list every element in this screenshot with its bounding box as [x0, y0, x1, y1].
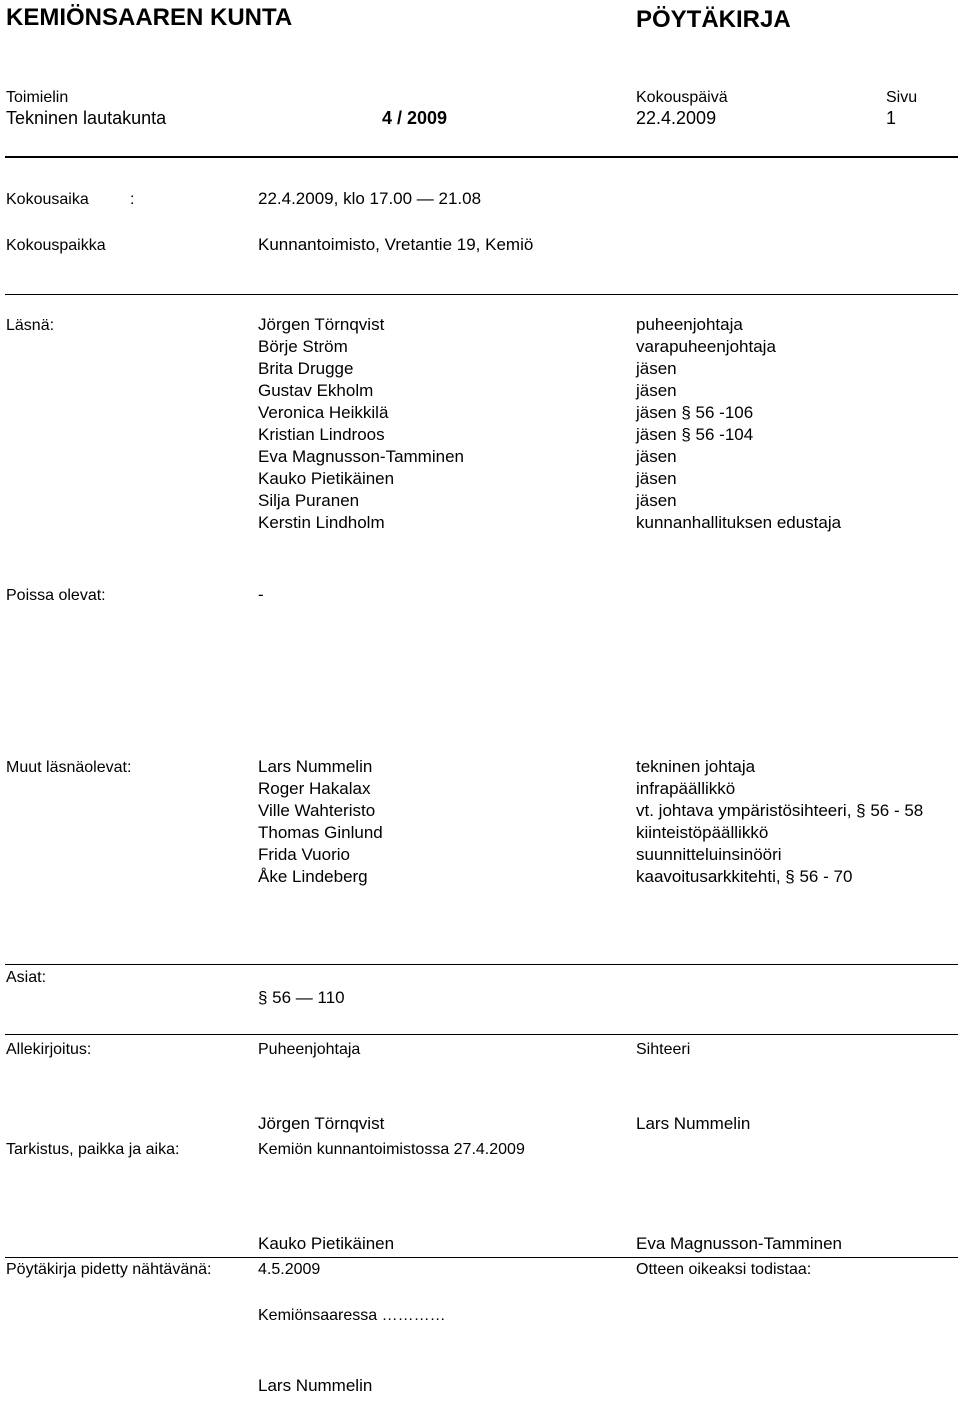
- member-role: suunnitteluinsinööri: [636, 845, 782, 864]
- meeting-time-colon: :: [130, 191, 135, 208]
- meeting-date: 22.4.2009: [636, 108, 717, 128]
- member-role: jäsen: [636, 447, 677, 466]
- meeting-time-label: Kokousaika: [6, 191, 89, 208]
- others-label: Muut läsnäolevat:: [6, 759, 132, 776]
- member-name: Börje Ström: [258, 337, 348, 356]
- display-label: Pöytäkirja pidetty nähtävänä:: [6, 1261, 212, 1278]
- section-divider: [5, 964, 958, 965]
- member-name: Brita Drugge: [258, 359, 354, 378]
- certified-label: Otteen oikeaksi todistaa:: [636, 1261, 812, 1278]
- member-role: jäsen: [636, 491, 677, 510]
- page-number: 1: [886, 108, 897, 128]
- member-role: kiinteistöpäällikkö: [636, 823, 769, 842]
- certifier-name: Lars Nummelin: [258, 1376, 373, 1395]
- member-name: Thomas Ginlund: [258, 823, 383, 842]
- body-name: Tekninen lautakunta: [6, 108, 167, 128]
- member-name: Ville Wahteristo: [258, 801, 376, 820]
- organization-title: KEMIÖNSAAREN KUNTA: [6, 4, 293, 31]
- minutes-number: 4 / 2009: [382, 108, 448, 128]
- section-divider: [5, 1257, 958, 1258]
- document-type-title: PÖYTÄKIRJA: [636, 6, 791, 33]
- member-name: Jörgen Törnqvist: [258, 315, 385, 334]
- header-divider: [5, 156, 958, 158]
- member-role: vt. johtava ympäristösihteeri, § 56 - 58: [636, 801, 924, 820]
- section-divider: [5, 1034, 958, 1035]
- member-role: puheenjohtaja: [636, 315, 743, 334]
- member-name: Kerstin Lindholm: [258, 513, 385, 532]
- member-role: varapuheenjohtaja: [636, 337, 776, 356]
- meeting-place-label: Kokouspaikka: [6, 237, 106, 254]
- member-name: Kauko Pietikäinen: [258, 469, 395, 488]
- section-divider: [5, 294, 958, 295]
- member-name: Eva Magnusson-Tamminen: [258, 447, 464, 466]
- member-name: Frida Vuorio: [258, 845, 350, 864]
- meeting-time-value: 22.4.2009, klo 17.00 — 21.08: [258, 189, 482, 208]
- member-role: infrapäällikkö: [636, 779, 736, 798]
- display-date: 4.5.2009: [258, 1261, 321, 1278]
- present-label: Läsnä:: [6, 317, 55, 334]
- member-role: kaavoitusarkkitehti, § 56 - 70: [636, 867, 853, 886]
- member-name: Åke Lindeberg: [258, 867, 368, 886]
- date-label: Kokouspäivä: [636, 89, 728, 106]
- absent-label: Poissa olevat:: [6, 587, 106, 604]
- member-role: jäsen: [636, 359, 677, 378]
- member-name: Kristian Lindroos: [258, 425, 385, 444]
- meeting-place-value: Kunnantoimisto, Vretantie 19, Kemiö: [258, 235, 534, 254]
- member-name: Veronica Heikkilä: [258, 403, 389, 422]
- member-role: jäsen § 56 -104: [636, 425, 754, 444]
- certification-place: Kemiönsaaressa …………: [258, 1307, 446, 1324]
- member-name: Gustav Ekholm: [258, 381, 374, 400]
- member-role: kunnanhallituksen edustaja: [636, 513, 842, 532]
- chair-label: Puheenjohtaja: [258, 1041, 361, 1058]
- matters-range: § 56 — 110: [258, 988, 345, 1007]
- absent-value: -: [258, 585, 264, 604]
- page-label: Sivu: [886, 89, 918, 106]
- member-name: Silja Puranen: [258, 491, 360, 510]
- member-name: Lars Nummelin: [258, 757, 373, 776]
- signature-label: Allekirjoitus:: [6, 1041, 92, 1058]
- secretary-label: Sihteeri: [636, 1041, 691, 1058]
- member-role: jäsen: [636, 469, 677, 488]
- member-role: jäsen § 56 -106: [636, 403, 754, 422]
- reviewer-name: Kauko Pietikäinen: [258, 1234, 395, 1253]
- body-label: Toimielin: [6, 89, 69, 106]
- review-label: Tarkistus, paikka ja aika:: [6, 1141, 180, 1158]
- reviewer-name: Eva Magnusson-Tamminen: [636, 1234, 842, 1253]
- matters-label: Asiat:: [6, 969, 47, 986]
- member-role: tekninen johtaja: [636, 757, 756, 776]
- secretary-name: Lars Nummelin: [636, 1114, 751, 1133]
- member-name: Roger Hakalax: [258, 779, 371, 798]
- review-value: Kemiön kunnantoimistossa 27.4.2009: [258, 1141, 525, 1158]
- member-role: jäsen: [636, 381, 677, 400]
- chair-name: Jörgen Törnqvist: [258, 1114, 385, 1133]
